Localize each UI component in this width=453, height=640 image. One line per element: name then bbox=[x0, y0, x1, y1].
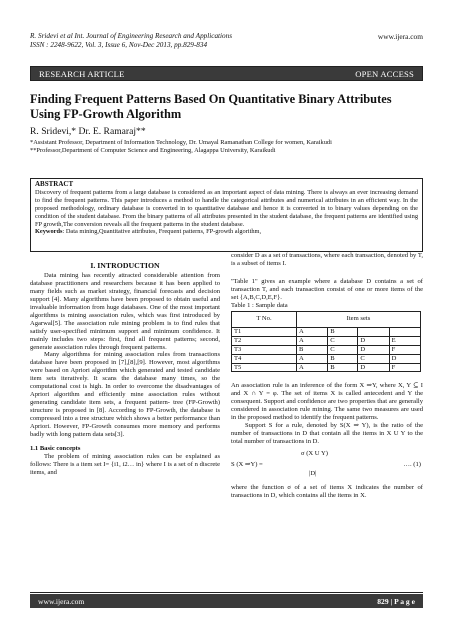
right-paragraph-2: "Table 1" gives an example where a database D contains a set of transaction T, and each transaction consist of one or more items of the set {A,B,C,D,E,F}. bbox=[231, 277, 423, 301]
table-row bbox=[232, 336, 421, 345]
right-column bbox=[231, 252, 423, 500]
table-cell: B bbox=[328, 363, 358, 372]
table-cell bbox=[389, 327, 420, 336]
footer-website[interactable]: www.ijera.com bbox=[38, 596, 85, 606]
keywords-text: : Data mining,Quantitative attributes, Frequent patterns, FP-growth algorithm, bbox=[62, 228, 262, 236]
table-header-row bbox=[232, 311, 421, 327]
table-cell: T2 bbox=[232, 336, 297, 345]
author-affiliations bbox=[30, 139, 430, 155]
right-paragraph-5: where the function σ of a set of items X indicates the number of transactions in D, which contains all the items in X. bbox=[231, 484, 423, 500]
table-cell: A bbox=[296, 336, 327, 345]
table-cell: D bbox=[358, 336, 389, 345]
formula-denominator: |D| bbox=[309, 470, 317, 478]
table-row bbox=[232, 345, 421, 354]
journal-issn: ISSN : 2248-9622, Vol. 3, Issue 6, Nov-Dec 2013, pp.829-834 bbox=[30, 41, 208, 49]
section-heading-introduction: I. INTRODUCTION bbox=[90, 261, 160, 270]
open-access-label: OPEN ACCESS bbox=[355, 68, 414, 79]
table-row bbox=[232, 354, 421, 363]
table-header-tno: T No. bbox=[232, 311, 297, 327]
formula-number: …. (1) bbox=[403, 461, 421, 469]
table-cell: T5 bbox=[232, 363, 297, 372]
table-cell: F bbox=[389, 345, 420, 354]
left-column bbox=[30, 260, 220, 477]
journal-website[interactable]: www.ijera.com bbox=[377, 32, 423, 41]
formula-lhs: S (X ⇒Y) = bbox=[231, 461, 263, 469]
table-row bbox=[232, 363, 421, 372]
keywords-line bbox=[35, 228, 418, 236]
subsection-heading-basic-concepts: 1.1 Basic concepts bbox=[30, 444, 81, 452]
article-banner bbox=[30, 66, 423, 81]
table-cell: A bbox=[296, 354, 327, 363]
keywords-label: Keywords bbox=[35, 228, 63, 236]
table-cell: T1 bbox=[232, 327, 297, 336]
abstract-heading: ABSTRACT bbox=[35, 180, 74, 188]
table-cell: F bbox=[389, 363, 420, 372]
support-formula bbox=[231, 450, 423, 480]
table-cell: B bbox=[328, 327, 358, 336]
journal-header bbox=[30, 32, 330, 50]
affiliation-2: **Professor,Department of Computer Science and Engineering, Alagappa University, Karaikudi bbox=[30, 147, 276, 155]
abstract-text: Discovery of frequent patterns from a large database is considered as an important aspect of data mining. There is always an ever increasing demand to find the frequent patterns. This paper introduces a method to handle the categorical attributes and numerical attributes in an efficient way. In the proposed methodology, ordinary database is converted in to quantitative database and hence it is converted in to binary values depending on the condition of the student database. From the binary patterns of all attributes presented in the student database, the frequent patterns are identified using FP growth,The conversion reveals all the frequent patterns in the student database. bbox=[35, 188, 418, 228]
table-caption: Table 1 : Sample data bbox=[231, 301, 288, 309]
table-cell: T3 bbox=[232, 345, 297, 354]
right-paragraph-1: consider D as a set of transactions, where each transaction, denoted by T, is a subset of items I. bbox=[231, 252, 423, 267]
right-paragraph-4: Support S for a rule, denoted by S(X ⇒ Y), is the ratio of the number of transactions in D that contain all the items in X U Y to the total number of transactions in D. bbox=[231, 422, 423, 446]
basic-concepts-paragraph: The problem of mining association rules can be explained as follows: There is a item set I= {i1, i2… in} where I is a set of n discrete items, and bbox=[30, 452, 220, 476]
footer-divider bbox=[30, 592, 423, 593]
page-number: 829 | P a g e bbox=[377, 596, 415, 606]
intro-paragraph-1: Data mining has recently attracted considerable attention from database practitioners and researchers because it has been applied to many fields such as market strategy, financial forecasts and decision support [4]. Many algorithms have been proposed to obtain useful and invaluable information from huge databases. One of the most important algorithms is mining association rules, which was first introduced by Agarwal[5]. The association rule mining problem is to find rules that satisfy user-specified minimum support and minimum confidence. It mainly includes two steps: first, find all frequent patterns; second, generate association rules through frequent patterns. bbox=[30, 271, 220, 351]
table-cell: C bbox=[358, 354, 389, 363]
table-cell: T4 bbox=[232, 354, 297, 363]
table-cell: D bbox=[358, 345, 389, 354]
right-paragraph-3: An association rule is an inference of the form X ⇒Y, where X, Y ⊆ I and X ∩ Y = φ. The set of items X is called antecedent and Y the consequent. Support and confidence are two properties that are generally considered in association rule mining. The same two measures are used in the proposed method to identify the frequent patterns. bbox=[231, 382, 423, 422]
page-footer bbox=[30, 594, 423, 608]
abstract-box bbox=[30, 178, 423, 252]
table-cell: A bbox=[296, 327, 327, 336]
table-cell: E bbox=[389, 336, 420, 345]
table-cell: B bbox=[328, 354, 358, 363]
table-cell: B bbox=[296, 345, 327, 354]
table-cell: A bbox=[296, 363, 327, 372]
table-cell: D bbox=[389, 354, 420, 363]
intro-paragraph-2: Many algorithms for mining association rules from transactions database have been proposed in [7],[8],[9]. However, most algorithms were based on Apriori algorithm which generated and tested candidate item sets iteratively. It scans the database many times, so the computational cost is high. In order to overcome the disadvantages of Apriori algorithm and efficiently mine association rules without generating candidate item sets, a frequent pattern- tree (FP-Growth) structure is proposed in [8]. According to FP-Growth, the database is compressed into a tree structure which shows a better performance than Apriori. However, FP-Growth consumes more memory and performs badly with long pattern data sets[3]. bbox=[30, 351, 220, 439]
formula-numerator: σ (X U Y) bbox=[301, 450, 328, 458]
table-header-itemsets: Item sets bbox=[296, 311, 420, 327]
paper-authors: R. Sridevi,* Dr. E. Ramaraj** bbox=[30, 126, 146, 137]
table-cell bbox=[358, 327, 389, 336]
sample-data-table bbox=[231, 311, 421, 373]
paper-title: Finding Frequent Patterns Based On Quantitative Binary Attributes Using FP-Growth Algorithm bbox=[30, 92, 392, 121]
article-type-label: RESEARCH ARTICLE bbox=[39, 68, 125, 79]
table-cell: D bbox=[358, 363, 389, 372]
affiliation-1: *Assistant Professor, Department of Information Technology, Dr. Umayal Ramanathan College for women, Karaikudi bbox=[30, 139, 332, 146]
table-cell: C bbox=[328, 345, 358, 354]
table-row bbox=[232, 327, 421, 336]
journal-citation: R. Sridevi et al Int. Journal of Engineering Research and Applications bbox=[30, 32, 233, 40]
table-cell: C bbox=[328, 336, 358, 345]
